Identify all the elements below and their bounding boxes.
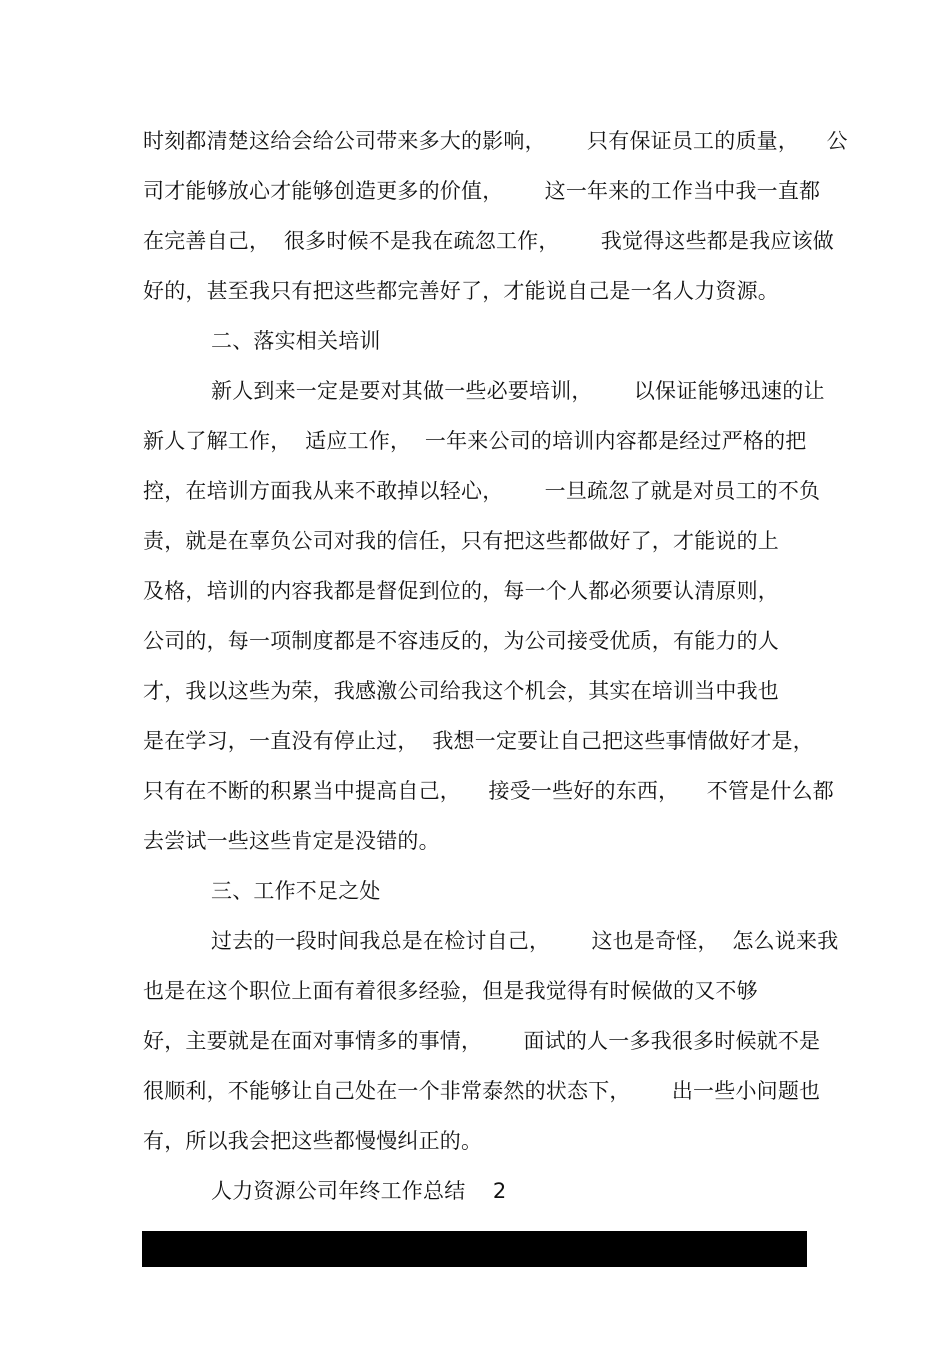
paragraph-line: 司才能够放心才能够创造更多的价值， 这一年来的工作当中我一直都	[143, 179, 821, 203]
paragraph-line: 是在学习，一直没有停止过， 我想一定要让自己把这些事情做好才是，	[143, 729, 814, 753]
paragraph-line: 新人了解工作， 适应工作， 一年来公司的培训内容都是经过严格的把	[143, 429, 807, 453]
paragraph-line: 新人到来一定是要对其做一些必要培训， 以保证能够迅速的让	[211, 379, 825, 403]
paragraph-line: 才，我以这些为荣，我感激公司给我这个机会，其实在培训当中我也	[143, 679, 779, 703]
paragraph-line: 有，所以我会把这些都慢慢纠正的。	[143, 1129, 483, 1153]
paragraph-line: 控，在培训方面我从来不敢掉以轻心， 一旦疏忽了就是对员工的不负	[143, 479, 821, 503]
redaction-bar	[142, 1231, 807, 1267]
paragraph-line: 好，主要就是在面对事情多的事情， 面试的人一多我很多时候就不是	[143, 1029, 821, 1053]
document-title: 人力资源公司年终工作总结 2	[211, 1179, 507, 1203]
paragraph-line: 只有在不断的积累当中提高自己， 接受一些好的东西， 不管是什么都	[143, 779, 834, 803]
paragraph-line: 责，就是在辜负公司对我的信任，只有把这些都做好了，才能说的上	[143, 529, 779, 553]
paragraph-line: 也是在这个职位上面有着很多经验，但是我觉得有时候做的又不够	[143, 979, 758, 1003]
paragraph-line: 公司的，每一项制度都是不容违反的，为公司接受优质，有能力的人	[143, 629, 779, 653]
section-heading: 三、工作不足之处	[211, 879, 381, 903]
paragraph-line: 及格，培训的内容我都是督促到位的，每一个人都必须要认清原则，	[143, 579, 779, 603]
paragraph-line: 在完善自己， 很多时候不是我在疏忽工作， 我觉得这些都是我应该做	[143, 229, 834, 253]
paragraph-line: 过去的一段时间我总是在检讨自己， 这也是奇怪， 怎么说来我	[211, 929, 839, 953]
paragraph-line: 去尝试一些这些肯定是没错的。	[143, 829, 440, 853]
paragraph-line: 好的，甚至我只有把这些都完善好了，才能说自己是一名人力资源。	[143, 279, 779, 303]
paragraph-line: 时刻都清楚这给会给公司带来多大的影响， 只有保证员工的质量， 公	[143, 129, 848, 153]
section-heading: 二、落实相关培训	[211, 329, 381, 353]
paragraph-line: 很顺利，不能够让自己处在一个非常泰然的状态下， 出一些小问题也	[143, 1079, 821, 1103]
